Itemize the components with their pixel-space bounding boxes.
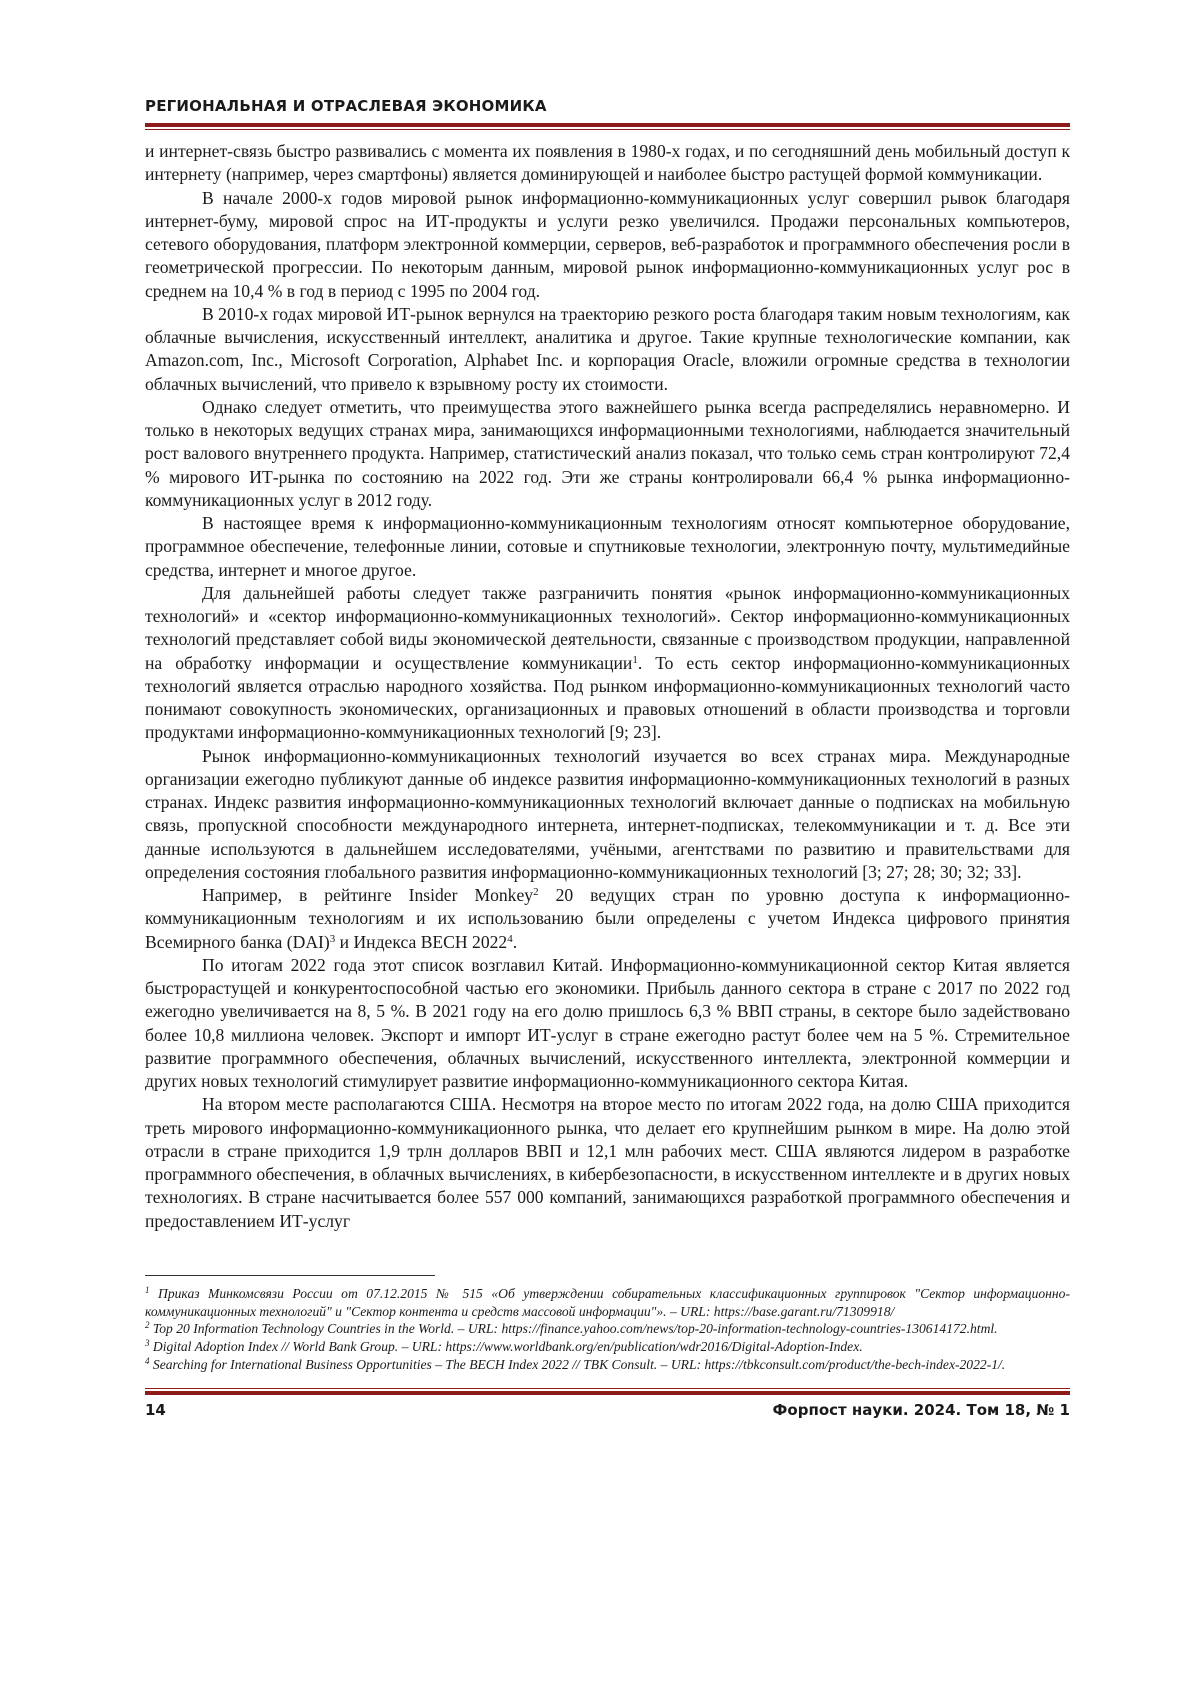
- paragraph-8: [145, 884, 1070, 954]
- running-head: РЕГИОНАЛЬНАЯ И ОТРАСЛЕВАЯ ЭКОНОМИКА: [145, 97, 547, 115]
- footnote-2: [145, 1320, 1070, 1338]
- footnote-ref-4[interactable]: 4: [507, 932, 513, 945]
- paragraph-9: По итогам 2022 года этот список возглавил Китай. Информационно-коммуникационной сектор Китая является быстрорастущей и конкурентоспособной частью его экономики. Прибыль данного сектора в стране с 2017 по 2022 год ежегодно увеличивается на 8, 5 %. В 2021 году на его долю пришлось 6,3 % ВВП страны, в секторе было задействовано более 10,8 миллиона человек. Экспорт и импорт ИТ-услуг в стране ежегодно растут более чем на 5 %. Стремительное развитие программного обеспечения, облачных вычислений, искусственного интеллекта, электронной коммерции и других новых технологий стимулирует развитие информационно-коммуникационного сектора Китая.: [145, 954, 1070, 1091]
- footnote-text: Top 20 Information Technology Countries in the World. – URL: https://finance.yahoo.com/news/top-20-information-technology-countries-130614172.html.: [152, 1321, 998, 1337]
- page: [145, 95, 1070, 1419]
- footnote-ref-3[interactable]: 3: [329, 932, 336, 945]
- paragraph-10: На втором месте располагаются США. Несмотря на второе место по итогам 2022 года, на долю США приходится треть мирового информационно-коммуникационного рынка, что делает его крупнейшим рынком в мире. На долю этой отрасли в стране приходится 1,9 трлн долларов ВВП и 12,1 млн рабочих мест. США являются лидером в разработке программного обеспечения, в облачных вычислениях, в кибербезопасности, в искусственном интеллекте и в других новых технологиях. В стране насчитывается более 557 000 компаний, занимающихся разработкой программного обеспечения и предоставлением ИТ-услуг: [145, 1094, 1070, 1231]
- paragraph-8-text-b: 20 ведущих стран по уровню доступа к информационно-коммуникационным технологиям и их использованию были определены с учетом Индекса цифрового принятия Всемирного банка (DAI): [145, 885, 1070, 952]
- footnote-text: Searching for International Business Opportunities – The BECH Index 2022 // TBK Consult. – URL: https://tbkconsult.com/product/the-bech-index-2022-1/.: [152, 1356, 1006, 1372]
- paragraph-3: В 2010-х годах мировой ИТ-рынок вернулся на траекторию резкого роста благодаря таким новым технологиям, как облачные вычисления, искусственный интеллект, аналитика и другое. Такие крупные технологические компании, как Amazon.com, Inc., Microsoft Corporation, Alphabet Inc. и корпорация Oracle, вложили огромные средства в технологии облачных вычислений, что привело к взрывному росту их стоимости.: [145, 303, 1070, 394]
- paragraph-8-text-d: .: [512, 931, 518, 952]
- footnote-number: 1: [145, 1284, 150, 1295]
- footnote-3: [145, 1338, 1070, 1356]
- paragraph-8-text-c: и Индекса BECH 2022: [335, 931, 508, 952]
- footnote-4: [145, 1356, 1070, 1374]
- paragraph-1: и интернет-связь быстро развивались с момента их появления в 1980-х годах, и по сегодняшний день мобильный доступ к интернету (например, через смартфоны) является доминирующей и наиболее быстро растущей формой коммуникации.: [145, 141, 1070, 185]
- header-rule-thick: [145, 123, 1070, 127]
- paragraph-8-text-a: Например, в рейтинге Insider Monkey: [202, 885, 534, 905]
- footnote-text: Приказ Минкомсвязи России от 07.12.2015 № 515 «Об утверждении собирательных классификационных группировок "Сектор информационно-коммуникационных технологий" и "Сектор контента и средств массовой информации"». – URL: https://base.garant.ru/71309918/: [145, 1285, 1070, 1319]
- footer-rule-thin: [145, 1388, 1070, 1389]
- footnote-1: [145, 1285, 1070, 1321]
- footnote-separator: [145, 1275, 435, 1276]
- footnotes: [145, 1285, 1070, 1374]
- footnote-ref-2[interactable]: 2: [533, 886, 539, 898]
- paragraph-5: В настоящее время к информационно-коммуникационным технологиям относят компьютерное оборудование, программное обеспечение, телефонные линии, сотовые и спутниковые технологии, электронную почту, мультимедийные средства, интернет и многое другое.: [145, 513, 1070, 580]
- page-number: 14: [145, 1400, 166, 1419]
- header-rule-thin: [145, 129, 1070, 130]
- paragraph-2: В начале 2000-х годов мировой рынок информационно-коммуникационных услуг совершил рывок благодаря интернет-буму, мировой спрос на ИТ-продукты и услуги резко увеличился. Продажи персональных компьютеров, сетевого оборудования, платформ электронной коммерции, серверов, веб-разработок и программного обеспечения росли в геометрической прогрессии. По некоторым данным, мировой рынок информационно-коммуникационных услуг рос в среднем на 10,4 % в год в период с 1995 по 2004 год.: [145, 187, 1070, 301]
- footer-rule-thick: [145, 1391, 1070, 1395]
- footnote-ref-1[interactable]: 1: [632, 653, 638, 666]
- paragraph-6-text-a: Для дальнейшей работы следует также разграничить понятия «рынок информационно-коммуникационных технологий» и «сектор информационно-коммуникационных технологий». Сектор информационно-коммуникационных технологий представляет собой виды экономической деятельности, связанные с производством продукции, направленной на обработку информации и осуществление коммуникации: [145, 582, 1070, 673]
- paragraph-7: Рынок информационно-коммуникационных технологий изучается во всех странах мира. Международные организации ежегодно публикуют данные об индексе развития информационно-коммуникационных технологий в разных странах. Индекс развития информационно-коммуникационных технологий включает данные о подписках на мобильную связь, пропускной способности международного интернета, интернет-подписках, телекоммуникации и т. д. Все эти данные используются в дальнейшем исследователями, учёными, агентствами по развитию и правительствами для определения состояния глобального развития информационно-коммуникационных технологий [3; 27; 28; 30; 32; 33].: [145, 745, 1070, 882]
- paragraph-4: Однако следует отметить, что преимущества этого важнейшего рынка всегда распределялись неравномерно. И только в некоторых ведущих странах мира, занимающихся информационными технологиями, наблюдается значительный рост валового внутреннего продукта. Например, статистический анализ показал, что только семь стран контролируют 72,4 % мирового ИТ-рынка по состоянию на 2022 год. Эти же страны контролировали 66,4 % рынка информационно-коммуникационных услуг в 2012 году.: [145, 396, 1070, 510]
- paragraph-6-text-b: . То есть сектор информационно-коммуникационных технологий является отраслью народного хозяйства. Под рынком информационно-коммуникационных технологий часто понимают совокупность экономических, организационных и правовых отношений в области производства и торговли продуктами информационно-коммуникационных технологий [9; 23].: [145, 652, 1070, 743]
- footnote-number: 3: [145, 1338, 150, 1349]
- paragraph-6: [145, 582, 1070, 745]
- article-body: [145, 140, 1070, 1233]
- footnote-number: 2: [145, 1320, 150, 1331]
- footnote-text: Digital Adoption Index // World Bank Group. – URL: https://www.worldbank.org/en/publication/wdr2016/Digital-Adoption-Index.: [152, 1339, 863, 1355]
- footer-rules: [145, 1388, 1070, 1395]
- footnote-number: 4: [145, 1355, 150, 1366]
- journal-info: Форпост науки. 2024. Том 18, № 1: [772, 1400, 1070, 1419]
- page-footer: [145, 1401, 1070, 1419]
